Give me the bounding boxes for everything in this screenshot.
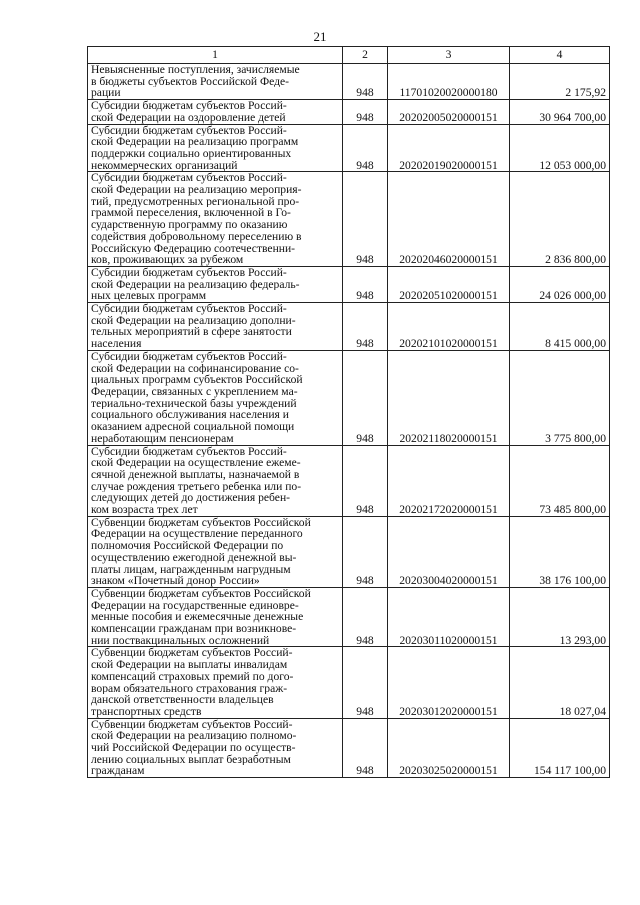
revenue-name-line: циальных программ субъектов Российской [91,374,303,386]
administrator-code-cell: 948 [343,718,388,778]
table-row [88,172,610,267]
revenue-name-line: сударственную программу по оказанию [91,219,288,231]
revenue-name-line: компенсаций страховых премий по дого- [91,670,294,683]
table-row [88,350,610,445]
revenue-name-line: Субвенции бюджетам субъектов Российской [91,587,311,600]
table-row [88,266,610,302]
table-row [88,64,610,100]
budget-classification-code-cell: 20202005020000151 [388,100,510,124]
revenue-name-line: данской ответственности владельцев [91,694,274,706]
revenue-name-line: ской Федерации на софинансирование со- [91,362,299,375]
revenue-name-line: Федерации, связанных с укреплением ма- [91,385,298,398]
revenue-name-cell [88,303,343,351]
revenue-name-line: Субвенции бюджетам субъектов Россий- [91,647,293,660]
revenue-name-line: знаком «Почетный донор России» [91,575,260,587]
revenue-name-line: сячной денежной выплаты, назначаемой в [91,468,300,481]
table-row [88,100,610,124]
administrator-code-cell: 948 [343,445,388,516]
revenue-name-line: поддержки социально ориентированных [91,147,292,160]
revenue-name-cell [88,647,343,718]
amount-cell: 12 053 000,00 [510,124,610,172]
column-header-4: 4 [510,47,610,64]
revenue-name-line: случае рождения третьего ребенка или по- [91,480,302,493]
revenue-name-cell [88,350,343,445]
budget-classification-code-cell: 20202118020000151 [388,350,510,445]
revenue-name-line: ком возраста трех лет [91,504,198,516]
budget-classification-code-cell: 20202019020000151 [388,124,510,172]
revenue-name-line: платы лицам, награжденным нагрудным [91,563,291,576]
budget-classification-code-cell: 20202046020000151 [388,172,510,267]
revenue-name-line: содействия добровольному переселению в [91,230,302,243]
revenue-name-line: Федерации на государственные единовре- [91,599,299,612]
administrator-code-cell: 948 [343,124,388,172]
table-row [88,124,610,172]
budget-classification-code-cell: 20203012020000151 [388,647,510,718]
revenue-name-cell [88,516,343,587]
revenue-name-line: чий Российской Федерации по осуществ- [91,742,296,754]
revenue-name-line: социального обслуживания населения и [91,409,289,422]
budget-classification-code-cell: 20202172020000151 [388,445,510,516]
budget-classification-code-cell: 11701020020000180 [388,64,510,100]
revenue-name-line: населения [91,338,142,350]
revenue-name-line: следующих детей до достижения ребен- [91,492,291,505]
revenue-name-line: Субсидии бюджетам субъектов Россий- [91,303,287,315]
amount-cell: 3 775 800,00 [510,350,610,445]
revenue-name-line: в бюджеты субъектов Российской Феде- [91,75,290,88]
column-header-2: 2 [343,47,388,64]
table-row [88,303,610,351]
table-row [88,718,610,778]
amount-cell: 2 175,92 [510,64,610,100]
revenue-name-cell [88,64,343,100]
budget-table [87,46,610,778]
budget-classification-code-cell: 20203004020000151 [388,516,510,587]
amount-cell: 24 026 000,00 [510,266,610,302]
revenue-name-line: ской Федерации на реализацию федераль- [91,278,300,291]
table-row [88,587,610,647]
revenue-name-line: ской Федерации на реализацию программ [91,136,299,148]
revenue-name-cell [88,124,343,172]
table-row [88,516,610,587]
budget-classification-code-cell: 20203025020000151 [388,718,510,778]
revenue-name-line: Субвенции бюджетам субъектов Российской [91,516,311,529]
revenue-name-line: неработающим пенсионерам [91,432,234,445]
revenue-name-line: ков, проживающих за рубежом [91,254,244,266]
amount-cell: 2 836 800,00 [510,172,610,267]
revenue-name-cell [88,718,343,778]
amount-cell: 8 415 000,00 [510,303,610,351]
revenue-name-line: териально-технической базы учреждений [91,397,297,410]
revenue-name-line: лению социальных выплат безработным [91,753,291,766]
amount-cell: 38 176 100,00 [510,516,610,587]
revenue-name-cell [88,100,343,124]
revenue-name-line: компенсации гражданам при возникнове- [91,623,297,635]
amount-cell: 30 964 700,00 [510,100,610,124]
administrator-code-cell: 948 [343,100,388,124]
table-row [88,647,610,718]
revenue-name-line: ской Федерации на реализацию дополни- [91,314,296,327]
revenue-name-line: Федерации на осуществление переданного [91,528,303,541]
revenue-name-line: тий, предусмотренных региональной про- [91,195,300,208]
revenue-name-line: некоммерческих организаций [91,159,238,172]
revenue-name-line: осуществлению ежегодной денежной вы- [91,551,297,564]
amount-cell: 154 117 100,00 [510,718,610,778]
budget-classification-code-cell: 20203011020000151 [388,587,510,647]
column-header-3: 3 [388,47,510,64]
revenue-name-line: ворам обязательного страхования граж- [91,682,288,695]
revenue-name-cell [88,266,343,302]
revenue-name-cell [88,445,343,516]
revenue-name-line: Российскую Федерацию соотечественни- [91,242,296,255]
revenue-name-line: оказанием адресной социальной помощи [91,421,295,433]
revenue-name-cell [88,587,343,647]
revenue-name-line: менные пособия и ежемесячные денежные [91,611,304,624]
revenue-name-line: Субсидии бюджетам субъектов Россий- [91,172,287,185]
administrator-code-cell: 948 [343,516,388,587]
administrator-code-cell: 948 [343,350,388,445]
revenue-name-line: ской Федерации на реализацию полномо- [91,730,297,743]
table-header-row [88,47,610,64]
amount-cell: 18 027,04 [510,647,610,718]
amount-cell: 13 293,00 [510,587,610,647]
administrator-code-cell: 948 [343,266,388,302]
revenue-name-line: Субсидии бюджетам субъектов Россий- [91,350,287,363]
revenue-name-line: Субсидии бюджетам субъектов Россий- [91,124,287,137]
revenue-name-line: рации [91,87,121,100]
revenue-name-line: транспортных средств [91,705,202,718]
revenue-name-line: ных целевых программ [91,290,207,303]
revenue-name-line: Субсидии бюджетам субъектов Россий- [91,266,287,279]
table-row [88,445,610,516]
revenue-name-line: Субсидии бюджетам субъектов Россий- [91,445,287,458]
administrator-code-cell: 948 [343,172,388,267]
page-number: 21 [313,29,327,44]
budget-classification-code-cell: 20202101020000151 [388,303,510,351]
revenue-name-line: Невыясненные поступления, зачисляемые [91,64,300,76]
revenue-name-line: ской Федерации на оздоровление детей [91,111,286,124]
revenue-name-line: гражданам [91,765,145,778]
budget-classification-code-cell: 20202051020000151 [388,266,510,302]
administrator-code-cell: 948 [343,587,388,647]
revenue-name-line: ской Федерации на осуществление ежеме- [91,457,301,469]
revenue-name-line: ской Федерации на реализацию мероприя- [91,184,302,196]
revenue-name-line: Субсидии бюджетам субъектов Россий- [91,100,287,112]
table-body [88,64,610,778]
column-header-1: 1 [88,47,343,64]
revenue-name-line: Субвенции бюджетам субъектов Россий- [91,718,293,731]
administrator-code-cell: 948 [343,303,388,351]
revenue-name-line: ской Федерации на выплаты инвалидам [91,659,288,671]
revenue-name-cell [88,172,343,267]
revenue-name-line: нии поствакцинальных осложнений [91,634,270,647]
administrator-code-cell: 948 [343,64,388,100]
amount-cell: 73 485 800,00 [510,445,610,516]
revenue-name-line: тельных мероприятий в сфере занятости [91,326,292,339]
revenue-name-line: полномочия Российской Федерации по [91,540,284,552]
revenue-name-line: граммой переселения, включенной в Го- [91,207,291,220]
administrator-code-cell: 948 [343,647,388,718]
